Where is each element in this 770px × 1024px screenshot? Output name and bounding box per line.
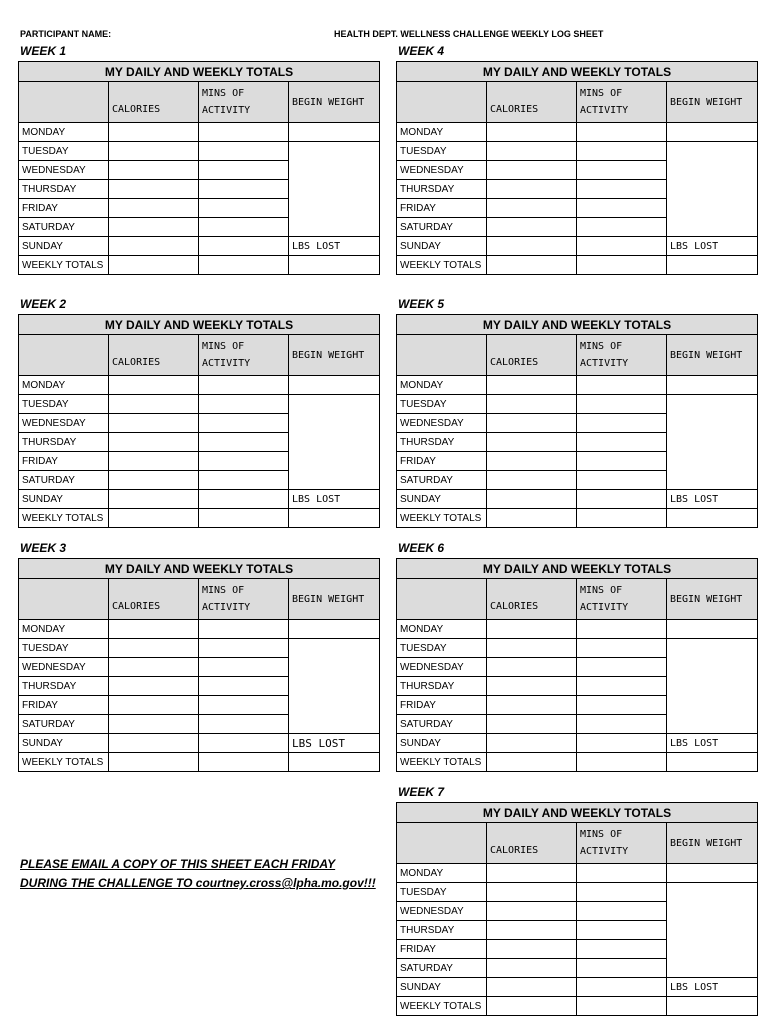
day-label: THURSDAY bbox=[19, 677, 109, 696]
week-4-log-table bbox=[396, 61, 758, 275]
week-1-activity-entry[interactable] bbox=[199, 123, 289, 142]
week-7-calories-entry[interactable] bbox=[487, 997, 577, 1016]
week-6-activity-entry[interactable] bbox=[577, 677, 667, 696]
weekly-totals-label: WEEKLY TOTALS bbox=[397, 997, 487, 1016]
day-label: SUNDAY bbox=[19, 490, 109, 509]
week-1-calories-entry[interactable] bbox=[109, 237, 199, 256]
week-5-begin-weight-entry[interactable] bbox=[667, 376, 758, 395]
week-1-activity-entry[interactable] bbox=[199, 161, 289, 180]
weekly-totals-label: WEEKLY TOTALS bbox=[19, 753, 109, 772]
weekly-totals-label: WEEKLY TOTALS bbox=[19, 509, 109, 528]
week-6-calories-entry[interactable] bbox=[487, 715, 577, 734]
week-2-activity-entry[interactable] bbox=[199, 471, 289, 490]
week-1-activity-entry[interactable] bbox=[199, 256, 289, 275]
day-label: MONDAY bbox=[19, 620, 109, 639]
week-7-calories-entry[interactable] bbox=[487, 921, 577, 940]
week-7-calories-entry[interactable] bbox=[487, 902, 577, 921]
week-6-calories-entry[interactable] bbox=[487, 753, 577, 772]
day-label: WEDNESDAY bbox=[397, 414, 487, 433]
week-7-activity-entry[interactable] bbox=[577, 959, 667, 978]
day-label: THURSDAY bbox=[397, 921, 487, 940]
week-5-activity-entry[interactable] bbox=[577, 471, 667, 490]
day-label: THURSDAY bbox=[19, 180, 109, 199]
table-banner: MY DAILY AND WEEKLY TOTALS bbox=[397, 559, 758, 579]
week-2-calories-entry[interactable] bbox=[109, 414, 199, 433]
day-column-header bbox=[19, 579, 109, 620]
week-3-activity-entry[interactable] bbox=[199, 753, 289, 772]
week-2-calories-entry[interactable] bbox=[109, 395, 199, 414]
day-label: SATURDAY bbox=[397, 218, 487, 237]
begin-weight-column-header: BEGIN WEIGHT bbox=[289, 579, 380, 620]
week-1-activity-entry[interactable] bbox=[199, 142, 289, 161]
mins-activity-column-header: MINS OF ACTIVITY bbox=[577, 823, 667, 864]
begin-weight-column-header: BEGIN WEIGHT bbox=[289, 82, 380, 123]
week-1-activity-entry[interactable] bbox=[199, 218, 289, 237]
week-3-activity-entry[interactable] bbox=[199, 696, 289, 715]
day-label: SATURDAY bbox=[19, 715, 109, 734]
week-7-activity-entry[interactable] bbox=[577, 883, 667, 902]
week-1-calories-entry[interactable] bbox=[109, 123, 199, 142]
week-1-calories-entry[interactable] bbox=[109, 218, 199, 237]
day-label: SUNDAY bbox=[397, 490, 487, 509]
week-7-calories-entry[interactable] bbox=[487, 883, 577, 902]
participant-name-label: PARTICIPANT NAME: bbox=[20, 29, 112, 39]
day-label: FRIDAY bbox=[397, 696, 487, 715]
week-1-calories-entry[interactable] bbox=[109, 142, 199, 161]
mins-activity-column-header: MINS OF ACTIVITY bbox=[199, 82, 289, 123]
calories-column-header: CALORIES bbox=[487, 579, 577, 620]
day-label: WEDNESDAY bbox=[397, 161, 487, 180]
day-label: WEDNESDAY bbox=[19, 658, 109, 677]
weekly-totals-label: WEEKLY TOTALS bbox=[397, 753, 487, 772]
week-3-title: WEEK 3 bbox=[20, 541, 67, 555]
week-2-activity-entry[interactable] bbox=[199, 376, 289, 395]
week-5-calories-entry[interactable] bbox=[487, 471, 577, 490]
week-3-begin-weight-entry[interactable] bbox=[289, 620, 380, 639]
mins-activity-column-header: MINS OF ACTIVITY bbox=[199, 579, 289, 620]
day-label: SUNDAY bbox=[19, 237, 109, 256]
week-2-title: WEEK 2 bbox=[20, 297, 67, 311]
day-label: THURSDAY bbox=[397, 180, 487, 199]
week-6-calories-entry[interactable] bbox=[487, 620, 577, 639]
week-5-activity-entry[interactable] bbox=[577, 395, 667, 414]
week-4-calories-entry[interactable] bbox=[487, 199, 577, 218]
week-3-weight-blank bbox=[289, 639, 380, 734]
week-3-log-table bbox=[18, 558, 380, 772]
day-column-header bbox=[19, 82, 109, 123]
week-6-activity-entry[interactable] bbox=[577, 715, 667, 734]
day-label: TUESDAY bbox=[397, 142, 487, 161]
week-3-calories-entry[interactable] bbox=[109, 734, 199, 753]
week-2-calories-entry[interactable] bbox=[109, 509, 199, 528]
day-label: SUNDAY bbox=[397, 734, 487, 753]
week-6-calories-entry[interactable] bbox=[487, 677, 577, 696]
week-1-calories-entry[interactable] bbox=[109, 161, 199, 180]
table-banner: MY DAILY AND WEEKLY TOTALS bbox=[19, 315, 380, 335]
day-label: WEDNESDAY bbox=[19, 414, 109, 433]
day-label: WEDNESDAY bbox=[19, 161, 109, 180]
day-label: THURSDAY bbox=[397, 433, 487, 452]
week-2-lbs-lost-entry[interactable] bbox=[289, 509, 380, 528]
lbs-lost-label: LBS LOST bbox=[289, 490, 380, 509]
week-1-weight-blank bbox=[289, 142, 380, 237]
week-5-calories-entry[interactable] bbox=[487, 509, 577, 528]
week-2-calories-entry[interactable] bbox=[109, 471, 199, 490]
day-label: SATURDAY bbox=[397, 959, 487, 978]
week-3-lbs-lost-entry[interactable] bbox=[289, 753, 380, 772]
mins-activity-column-header: MINS OF ACTIVITY bbox=[577, 579, 667, 620]
day-label: SATURDAY bbox=[397, 471, 487, 490]
table-banner: MY DAILY AND WEEKLY TOTALS bbox=[397, 62, 758, 82]
week-4-calories-entry[interactable] bbox=[487, 218, 577, 237]
week-4-calories-entry[interactable] bbox=[487, 123, 577, 142]
week-4-activity-entry[interactable] bbox=[577, 142, 667, 161]
day-label: SATURDAY bbox=[19, 471, 109, 490]
begin-weight-column-header: BEGIN WEIGHT bbox=[667, 335, 758, 376]
week-3-activity-entry[interactable] bbox=[199, 734, 289, 753]
week-6-activity-entry[interactable] bbox=[577, 658, 667, 677]
week-3-calories-entry[interactable] bbox=[109, 620, 199, 639]
week-4-calories-entry[interactable] bbox=[487, 161, 577, 180]
week-4-title: WEEK 4 bbox=[398, 44, 445, 58]
week-7-lbs-lost-entry[interactable] bbox=[667, 997, 758, 1016]
calories-column-header: CALORIES bbox=[487, 823, 577, 864]
calories-column-header: CALORIES bbox=[487, 335, 577, 376]
week-2-activity-entry[interactable] bbox=[199, 433, 289, 452]
week-5-activity-entry[interactable] bbox=[577, 414, 667, 433]
week-1-title: WEEK 1 bbox=[20, 44, 67, 58]
week-3-calories-entry[interactable] bbox=[109, 658, 199, 677]
week-5-calories-entry[interactable] bbox=[487, 452, 577, 471]
week-5-calories-entry[interactable] bbox=[487, 433, 577, 452]
week-3-activity-entry[interactable] bbox=[199, 639, 289, 658]
week-7-calories-entry[interactable] bbox=[487, 978, 577, 997]
day-label: FRIDAY bbox=[19, 452, 109, 471]
week-6-calories-entry[interactable] bbox=[487, 734, 577, 753]
day-label: TUESDAY bbox=[19, 142, 109, 161]
day-column-header bbox=[397, 335, 487, 376]
week-3-activity-entry[interactable] bbox=[199, 715, 289, 734]
week-4-calories-entry[interactable] bbox=[487, 180, 577, 199]
day-label: SUNDAY bbox=[19, 734, 109, 753]
day-label: MONDAY bbox=[19, 123, 109, 142]
sheet-title: HEALTH DEPT. WELLNESS CHALLENGE WEEKLY LOG SHEET bbox=[334, 29, 604, 39]
week-3-calories-entry[interactable] bbox=[109, 696, 199, 715]
week-4-calories-entry[interactable] bbox=[487, 142, 577, 161]
week-7-activity-entry[interactable] bbox=[577, 864, 667, 883]
lbs-lost-label: LBS LOST bbox=[289, 734, 380, 753]
begin-weight-column-header: BEGIN WEIGHT bbox=[667, 82, 758, 123]
week-3-calories-entry[interactable] bbox=[109, 753, 199, 772]
day-label: SUNDAY bbox=[397, 978, 487, 997]
week-5-activity-entry[interactable] bbox=[577, 452, 667, 471]
week-4-activity-entry[interactable] bbox=[577, 199, 667, 218]
week-4-calories-entry[interactable] bbox=[487, 256, 577, 275]
day-label: TUESDAY bbox=[397, 883, 487, 902]
day-label: TUESDAY bbox=[397, 395, 487, 414]
week-4-activity-entry[interactable] bbox=[577, 237, 667, 256]
week-2-log-table bbox=[18, 314, 380, 528]
week-6-activity-entry[interactable] bbox=[577, 639, 667, 658]
week-1-activity-entry[interactable] bbox=[199, 180, 289, 199]
week-6-lbs-lost-entry[interactable] bbox=[667, 753, 758, 772]
weekly-totals-label: WEEKLY TOTALS bbox=[397, 256, 487, 275]
week-4-begin-weight-entry[interactable] bbox=[667, 123, 758, 142]
week-6-weight-blank bbox=[667, 639, 758, 734]
week-7-activity-entry[interactable] bbox=[577, 902, 667, 921]
week-2-activity-entry[interactable] bbox=[199, 395, 289, 414]
calories-column-header: CALORIES bbox=[487, 82, 577, 123]
week-7-calories-entry[interactable] bbox=[487, 864, 577, 883]
week-1-activity-entry[interactable] bbox=[199, 199, 289, 218]
week-7-calories-entry[interactable] bbox=[487, 940, 577, 959]
week-7-activity-entry[interactable] bbox=[577, 940, 667, 959]
week-4-calories-entry[interactable] bbox=[487, 237, 577, 256]
week-2-calories-entry[interactable] bbox=[109, 490, 199, 509]
week-1-log-table bbox=[18, 61, 380, 275]
week-1-activity-entry[interactable] bbox=[199, 237, 289, 256]
day-label: FRIDAY bbox=[397, 940, 487, 959]
week-5-lbs-lost-entry[interactable] bbox=[667, 509, 758, 528]
week-1-lbs-lost-entry[interactable] bbox=[289, 256, 380, 275]
week-5-log-table bbox=[396, 314, 758, 528]
begin-weight-column-header: BEGIN WEIGHT bbox=[667, 823, 758, 864]
week-1-calories-entry[interactable] bbox=[109, 256, 199, 275]
week-2-weight-blank bbox=[289, 395, 380, 490]
week-5-activity-entry[interactable] bbox=[577, 509, 667, 528]
week-1-calories-entry[interactable] bbox=[109, 199, 199, 218]
week-4-activity-entry[interactable] bbox=[577, 218, 667, 237]
week-2-activity-entry[interactable] bbox=[199, 452, 289, 471]
day-column-header bbox=[397, 82, 487, 123]
day-column-header bbox=[397, 579, 487, 620]
email-instruction-note: PLEASE EMAIL A COPY OF THIS SHEET EACH FRIDAY DURING THE CHALLENGE TO courtney.cross@lpha.mo.gov!!! bbox=[20, 857, 376, 890]
calories-column-header: CALORIES bbox=[109, 579, 199, 620]
week-5-calories-entry[interactable] bbox=[487, 395, 577, 414]
mins-activity-column-header: MINS OF ACTIVITY bbox=[577, 82, 667, 123]
day-label: THURSDAY bbox=[19, 433, 109, 452]
week-7-activity-entry[interactable] bbox=[577, 997, 667, 1016]
week-6-activity-entry[interactable] bbox=[577, 620, 667, 639]
week-5-calories-entry[interactable] bbox=[487, 414, 577, 433]
week-7-activity-entry[interactable] bbox=[577, 921, 667, 940]
week-3-activity-entry[interactable] bbox=[199, 677, 289, 696]
week-5-weight-blank bbox=[667, 395, 758, 490]
day-label: SATURDAY bbox=[19, 218, 109, 237]
week-3-calories-entry[interactable] bbox=[109, 677, 199, 696]
begin-weight-column-header: BEGIN WEIGHT bbox=[667, 579, 758, 620]
week-3-activity-entry[interactable] bbox=[199, 658, 289, 677]
table-banner: MY DAILY AND WEEKLY TOTALS bbox=[19, 62, 380, 82]
week-5-calories-entry[interactable] bbox=[487, 490, 577, 509]
week-2-calories-entry[interactable] bbox=[109, 376, 199, 395]
table-banner: MY DAILY AND WEEKLY TOTALS bbox=[19, 559, 380, 579]
calories-column-header: CALORIES bbox=[109, 335, 199, 376]
day-label: MONDAY bbox=[397, 864, 487, 883]
week-6-log-table bbox=[396, 558, 758, 772]
day-label: MONDAY bbox=[397, 620, 487, 639]
lbs-lost-label: LBS LOST bbox=[667, 978, 758, 997]
week-7-weight-blank bbox=[667, 883, 758, 978]
week-2-activity-entry[interactable] bbox=[199, 490, 289, 509]
day-label: SUNDAY bbox=[397, 237, 487, 256]
week-6-calories-entry[interactable] bbox=[487, 658, 577, 677]
week-7-title: WEEK 7 bbox=[398, 785, 445, 799]
day-label: FRIDAY bbox=[19, 199, 109, 218]
week-3-calories-entry[interactable] bbox=[109, 639, 199, 658]
week-2-activity-entry[interactable] bbox=[199, 509, 289, 528]
day-label: MONDAY bbox=[397, 123, 487, 142]
mins-activity-column-header: MINS OF ACTIVITY bbox=[199, 335, 289, 376]
week-6-activity-entry[interactable] bbox=[577, 696, 667, 715]
week-6-calories-entry[interactable] bbox=[487, 639, 577, 658]
table-banner: MY DAILY AND WEEKLY TOTALS bbox=[397, 803, 758, 823]
week-4-lbs-lost-entry[interactable] bbox=[667, 256, 758, 275]
week-4-activity-entry[interactable] bbox=[577, 256, 667, 275]
day-label: TUESDAY bbox=[19, 639, 109, 658]
week-3-activity-entry[interactable] bbox=[199, 620, 289, 639]
lbs-lost-label: LBS LOST bbox=[667, 734, 758, 753]
week-5-activity-entry[interactable] bbox=[577, 490, 667, 509]
table-banner: MY DAILY AND WEEKLY TOTALS bbox=[397, 315, 758, 335]
week-2-activity-entry[interactable] bbox=[199, 414, 289, 433]
week-7-log-table bbox=[396, 802, 758, 1016]
calories-column-header: CALORIES bbox=[109, 82, 199, 123]
lbs-lost-label: LBS LOST bbox=[667, 237, 758, 256]
week-6-activity-entry[interactable] bbox=[577, 734, 667, 753]
day-label: WEDNESDAY bbox=[397, 902, 487, 921]
day-label: FRIDAY bbox=[19, 696, 109, 715]
mins-activity-column-header: MINS OF ACTIVITY bbox=[577, 335, 667, 376]
week-1-calories-entry[interactable] bbox=[109, 180, 199, 199]
week-7-calories-entry[interactable] bbox=[487, 959, 577, 978]
week-6-activity-entry[interactable] bbox=[577, 753, 667, 772]
week-5-activity-entry[interactable] bbox=[577, 376, 667, 395]
week-4-weight-blank bbox=[667, 142, 758, 237]
week-3-calories-entry[interactable] bbox=[109, 715, 199, 734]
day-label: FRIDAY bbox=[397, 199, 487, 218]
week-5-title: WEEK 5 bbox=[398, 297, 445, 311]
week-4-activity-entry[interactable] bbox=[577, 180, 667, 199]
week-5-calories-entry[interactable] bbox=[487, 376, 577, 395]
weekly-totals-label: WEEKLY TOTALS bbox=[397, 509, 487, 528]
weekly-totals-label: WEEKLY TOTALS bbox=[19, 256, 109, 275]
day-column-header bbox=[19, 335, 109, 376]
day-column-header bbox=[397, 823, 487, 864]
day-label: WEDNESDAY bbox=[397, 658, 487, 677]
week-4-activity-entry[interactable] bbox=[577, 161, 667, 180]
day-label: SATURDAY bbox=[397, 715, 487, 734]
day-label: MONDAY bbox=[397, 376, 487, 395]
week-2-begin-weight-entry[interactable] bbox=[289, 376, 380, 395]
day-label: TUESDAY bbox=[19, 395, 109, 414]
week-5-activity-entry[interactable] bbox=[577, 433, 667, 452]
week-4-activity-entry[interactable] bbox=[577, 123, 667, 142]
day-label: THURSDAY bbox=[397, 677, 487, 696]
lbs-lost-label: LBS LOST bbox=[667, 490, 758, 509]
week-2-calories-entry[interactable] bbox=[109, 433, 199, 452]
lbs-lost-label: LBS LOST bbox=[289, 237, 380, 256]
week-1-begin-weight-entry[interactable] bbox=[289, 123, 380, 142]
week-2-calories-entry[interactable] bbox=[109, 452, 199, 471]
day-label: MONDAY bbox=[19, 376, 109, 395]
week-6-calories-entry[interactable] bbox=[487, 696, 577, 715]
week-7-activity-entry[interactable] bbox=[577, 978, 667, 997]
week-6-begin-weight-entry[interactable] bbox=[667, 620, 758, 639]
begin-weight-column-header: BEGIN WEIGHT bbox=[289, 335, 380, 376]
week-7-begin-weight-entry[interactable] bbox=[667, 864, 758, 883]
day-label: TUESDAY bbox=[397, 639, 487, 658]
day-label: FRIDAY bbox=[397, 452, 487, 471]
week-6-title: WEEK 6 bbox=[398, 541, 445, 555]
